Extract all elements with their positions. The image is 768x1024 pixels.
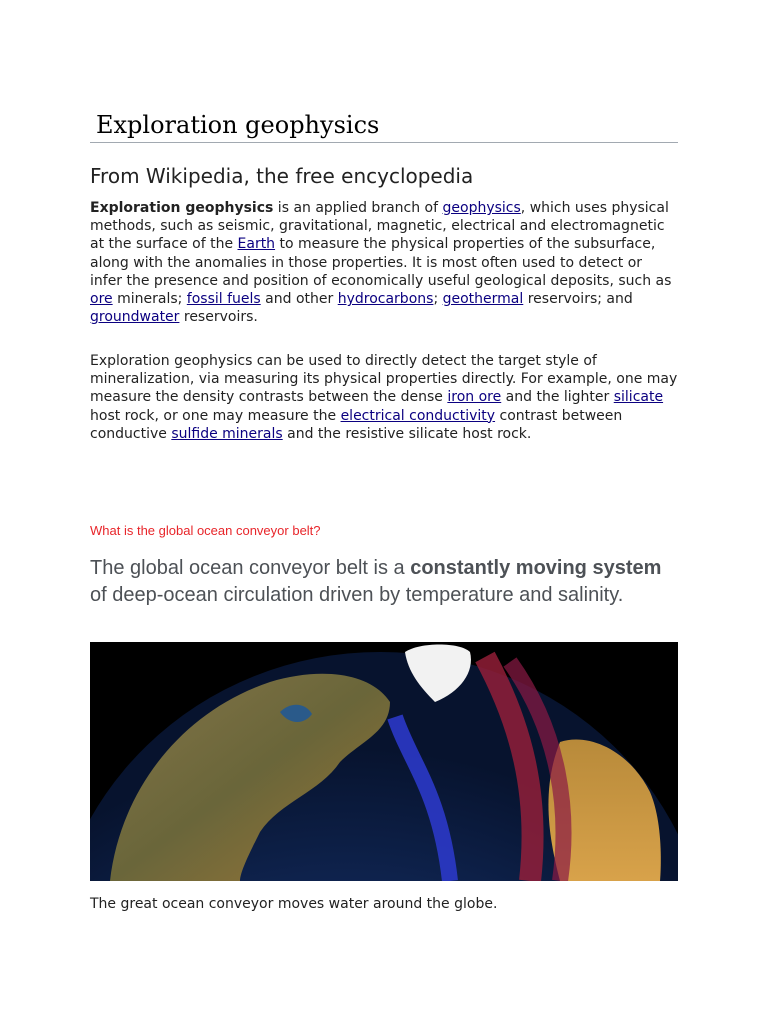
text-run: Exploration geophysics can be used to directly detect the target style of mineralization, via measuring its physical properties directly. For example, one may measure the density contrasts between the dense: [90, 353, 678, 406]
text-run: reservoirs; and: [523, 291, 633, 308]
link-hydrocarbons[interactable]: hydrocarbons: [337, 291, 434, 308]
page-title: Exploration geophysics: [96, 111, 380, 139]
text-run: to measure the physical properties of the subsurface, along with the anomalies in those properties. It is most often used to detect or infer the presence and position of economically useful geological deposits, such as: [90, 236, 672, 289]
text-run: is an applied branch of: [273, 200, 443, 216]
text-run: , which uses physical methods, such as seismic, gravitational, magnetic, electrical and electromagnetic at the surface of the: [90, 200, 669, 253]
snippet-question: What is the global ocean conveyor belt?: [90, 523, 321, 538]
title-divider: [90, 142, 678, 143]
text-run: reservoirs.: [179, 309, 258, 326]
intro-bold-term: Exploration geophysics: [90, 200, 274, 216]
page-subtitle: From Wikipedia, the free encyclopedia: [90, 164, 474, 188]
text-run: The global ocean conveyor belt is a: [90, 557, 411, 579]
text-run: host rock, or one may measure the: [90, 407, 341, 424]
link-sulfide-minerals[interactable]: sulfide minerals: [171, 425, 283, 442]
globe-conveyor-image: [90, 642, 678, 881]
figure-caption: The great ocean conveyor moves water around the globe.: [90, 896, 498, 912]
link-geophysics[interactable]: geophysics: [442, 200, 521, 216]
link-geothermal[interactable]: geothermal: [442, 291, 524, 308]
link-silicate[interactable]: silicate: [613, 389, 664, 406]
globe-illustration: [90, 642, 678, 881]
detection-paragraph: [90, 352, 678, 443]
text-run: ;: [433, 291, 443, 308]
link-ore[interactable]: ore: [90, 291, 113, 308]
text-run: contrast between conductive: [90, 407, 623, 442]
text-run: and the lighter: [501, 389, 614, 406]
answer-bold-phrase: constantly moving system: [410, 557, 662, 579]
link-groundwater[interactable]: groundwater: [90, 309, 180, 326]
snippet-answer: [90, 555, 678, 609]
link-electrical-conductivity[interactable]: electrical conductivity: [340, 407, 496, 424]
link-earth[interactable]: Earth: [237, 236, 276, 253]
text-run: minerals;: [112, 291, 187, 308]
text-run: and other: [260, 291, 338, 308]
intro-paragraph: [90, 199, 678, 326]
link-fossil-fuels[interactable]: fossil fuels: [186, 291, 261, 308]
text-run: and the resistive silicate host rock.: [282, 425, 532, 442]
text-run: of deep-ocean circulation driven by temperature and salinity.: [90, 584, 624, 606]
link-iron-ore[interactable]: iron ore: [447, 389, 502, 406]
